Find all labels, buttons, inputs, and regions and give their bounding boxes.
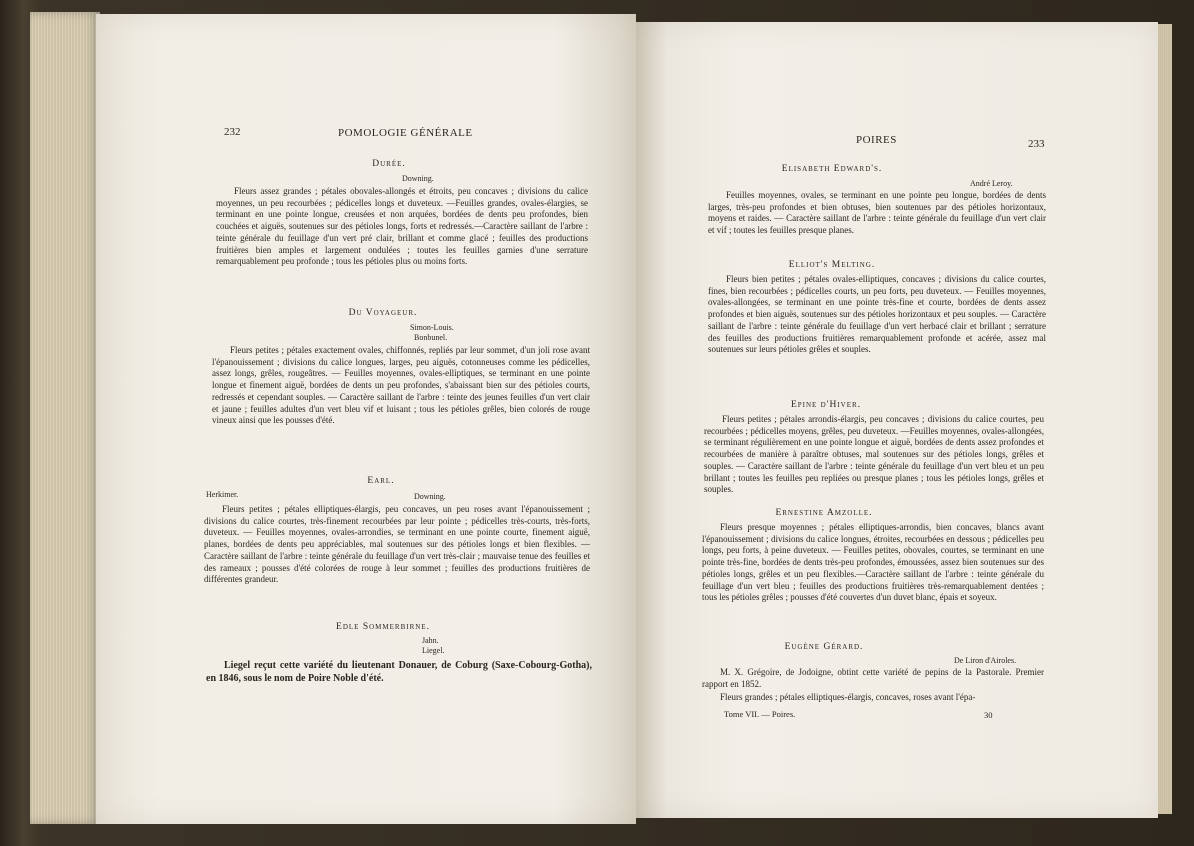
- entry-author: Downing.: [414, 492, 446, 501]
- footer-signature: 30: [984, 710, 993, 720]
- entry-title: Edle Sommerbirne.: [336, 622, 430, 632]
- footer-volume: Tome VII. — Poires.: [724, 709, 796, 719]
- page-number-left: 232: [224, 126, 241, 138]
- entry-author: Simon-Louis.: [410, 323, 454, 332]
- entry-author: Downing.: [402, 174, 434, 183]
- entry-title: Elliot's Melting.: [788, 260, 876, 270]
- entry-title: Epine d'Hiver.: [790, 400, 862, 410]
- entry-text: Liegel reçut cette variété du lieutenant Donauer, de Coburg (Saxe-Cobourg-Gotha), en 1846, sous le nom de Poire Noble d'été.: [206, 660, 592, 684]
- page-edges-left: [30, 12, 100, 824]
- entry-title: Eugène Gérard.: [784, 642, 864, 652]
- entry-author: Jahn.: [422, 636, 439, 645]
- entry-text: M. X. Grégoire, de Jodoigne, obtint cette variété de pepins de la Pastorale. Premier rapport en 1852.: [702, 667, 1044, 689]
- entry-title: Ernestine Amzolle.: [775, 508, 873, 518]
- entry-title: Du Voyageur.: [348, 308, 418, 318]
- entry-author: De Liron d'Airoles.: [954, 656, 1017, 665]
- entry-text: Fleurs bien petites ; pétales ovales-elliptiques, concaves ; divisions du calice courtes, fines, bien recourbées ; pédicelles courts, un peu forts, peu duveteux. — Feuilles moyennes, ovales-allongées, se terminant en une pointe très-fine et courte, bordées de dents assez profondes et bien aiguës, soutenues sur des pétioles horizontaux et peu souples. — Caractère saillant de l'arbre : teinte générale du feuillage d'un vert herbacé clair et brillant ; serrature des feuilles des productions fruitières remarquablement profonde et acérée, assez mal soutenues sur leurs pétioles grêles et souples.: [708, 274, 1046, 355]
- entry-text: Fleurs petites ; pétales elliptiques-élargis, peu concaves, un peu roses avant l'épanouissement ; divisions du calice courtes, très-finement recourbées par leur pointe ; pédicelles très-courts, très-forts, duveteux. — Feuilles moyennes, ovales-arrondies, se terminant en une pointe courte, finement aiguë, planes, bordées de dents peu appréciables, mal soutenues sur des pétioles longs et bien flexibles. — Caractère saillant de l'arbre : teinte générale du feuillage d'un vert très-clair ; mauvaise tenue des feuilles et des rameaux ; pousses d'été colorées de rouge à leur sommet ; feuilles des productions fruitières de différentes grandeur.: [204, 504, 590, 585]
- entry-text-continued: Fleurs grandes ; pétales elliptiques-élargis, concaves, roses avant l'épa-: [720, 692, 976, 702]
- entry-author: Bonbunel.: [414, 333, 448, 342]
- entry-author: André Leroy.: [970, 179, 1013, 188]
- page-number-right: 233: [1028, 138, 1045, 150]
- entry-text: Fleurs presque moyennes ; pétales elliptiques-arrondis, bien concaves, blancs avant l'épanouissement ; divisions du calice longues, étroites, recourbées en dessous ; pédicelles peu longs, peu forts, à peine duveteux. — Feuilles petites, obovales, courtes, se terminant en une pointe très-fine, bordées de dents très-peu profondes, émoussées, assez bien soutenues sur des pétioles longs, grêles et un peu flexibles.—Caractère saillant de l'arbre : teinte générale du feuillage d'un vert bleu ; feuilles des productions fruitières très-remarquablement dentées ; tous les pétioles grêles ; pousses d'été couvertes d'un duvet blanc, épais et soyeux.: [702, 522, 1044, 603]
- running-head-right: POIRES: [856, 134, 897, 146]
- left-page: [96, 14, 636, 824]
- entry-title: Elisabeth Edward's.: [781, 164, 883, 174]
- entry-author: Liegel.: [422, 646, 445, 655]
- entry-author: Herkimer.: [206, 490, 239, 499]
- entry-text: Fleurs petites ; pétales exactement ovales, chiffonnés, repliés par leur sommet, d'un joli rose avant l'épanouissement ; divisions du calice longues, larges, peu aiguës, cotonneuses comme les pédicelles, assez longs, grêles, rougeâtres. — Feuilles moyennes, ovales-elliptiques, se terminant en une pointe longue et finement aiguë, bordées de dents un peu profondes, s'abaissant bien sur des pétioles courts, redressés et cependant souples. — Caractère saillant de l'arbre : teinte des jeunes feuilles d'un vert clair et jaune ; feuilles adultes d'un vert bleu vif et luisant ; tous les pétioles grêles, bien colorés de rouge vineux ainsi que les pousses d'été.: [212, 345, 590, 426]
- entry-title: Earl.: [367, 476, 395, 486]
- entry-text: Fleurs petites ; pétales arrondis-élargis, peu concaves ; divisions du calice courtes, peu recourbées ; pédicelles moyens, grêles, peu duveteux. —Feuilles moyennes, ovales-allongées, se terminant régulièrement en une pointe longue et aiguë, bordées de dents assez profondes et recourbées de manière à paraître obtuses, mal soutenues sur des pétioles longs, grêles et souples. — Caractère saillant de l'arbre : teinte générale du feuillage d'un vert bleu et un peu brillant ; toutes les feuilles peu repliées ou presque planes ; tous les pétioles longs, grêles et souples.: [704, 414, 1044, 495]
- running-head-left: POMOLOGIE GÉNÉRALE: [338, 127, 473, 139]
- entry-title: Durée.: [372, 159, 406, 169]
- entry-text: Fleurs assez grandes ; pétales obovales-allongés et étroits, peu concaves ; divisions du calice moyennes, un peu recourbées ; pédicelles longs et duveteux. —Feuilles grandes, ovales-élargies, se terminant en une pointe longue, creusées et non arquées, bordées de dents peu profondes, bien couchées et aiguës, soutenues sur des pétioles longs, forts et redressés.—Caractère saillant de l'arbre : teinte générale du feuillage d'un vert pré clair, brillant et comme glacé ; feuilles des productions fruitières bien amples et largement ondulées ; toutes les feuilles garnies d'une serrature remarquablement peu profonde ; tous les pétioles plus ou moins forts.: [216, 186, 588, 267]
- page-edges-right: [1158, 24, 1172, 814]
- entry-text: Feuilles moyennes, ovales, se terminant en une pointe peu longue, bordées de dents larges, très-peu profondes et bien obtuses, bien soutenues par des pétioles horizontaux, moyens et raides. — Caractère saillant de l'arbre : teinte générale du feuillage d'un vert clair et vif ; toutes les feuilles presque planes.: [708, 190, 1046, 236]
- right-page: [636, 22, 1158, 818]
